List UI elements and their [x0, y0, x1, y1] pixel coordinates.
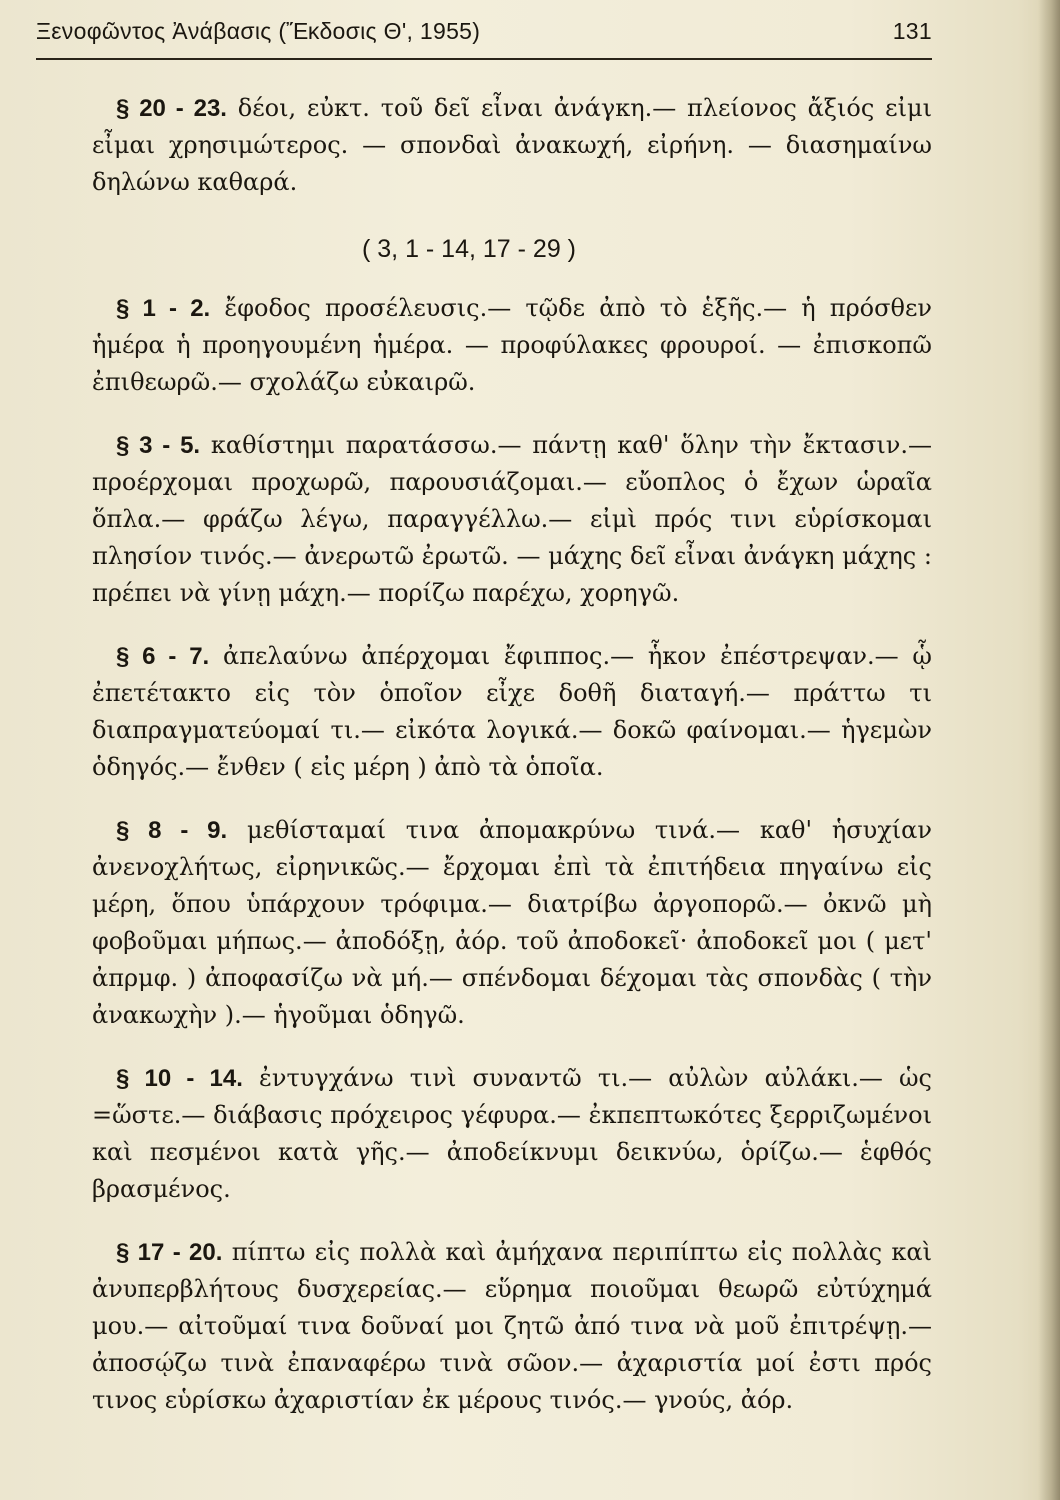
glossary-text: καθίστημι παρατάσσω.— πάντῃ καθ' ὅλην τὴν ἔκτασιν.— προέρχομαι προχωρῶ, παρουσιάζομαι.— εὔοπλος ὁ ἔχων ὡραῖα ὅπλα.— φράζω λέγω, παραγγέλλω.— εἰμὶ πρός τινι εὑρίσκομαι πλησίον τινός.— ἀνερωτῶ ἐρωτῶ. — μάχης δεῖ εἶναι ἀνάγκη μάχης : πρέπει νὰ γίνῃ μάχη.— πορίζω παρέχω, χορηγῶ.: [92, 431, 932, 607]
section-reference: § 3 - 5.: [116, 432, 201, 459]
section-reference: § 6 - 7.: [116, 643, 210, 670]
glossary-text: πίπτω εἰς πολλὰ καὶ ἀμήχανα περιπίπτω εἰς πολλὰς καὶ ἀνυπερβλήτους δυσχερείας.— εὕρημα ποιοῦμαι θεωρῶ εὐτύχημά μου.— αἰτοῦμαί τινα δοῦναί μοι ζητῶ ἀπό τινα νὰ μοῦ ἐπιτρέψῃ.— ἀποσῴζω τινὰ ἐπαναφέρω τινὰ σῶον.— ἀχαριστία μοί ἐστι πρός τινος εὑρίσκω ἀχαριστίαν ἐκ μέρους τινός.— γνούς, ἀόρ.: [92, 1238, 933, 1414]
running-header: [36, 18, 932, 45]
glossary-paragraph: [92, 1234, 932, 1419]
glossary-paragraph: [92, 638, 932, 786]
glossary-paragraph: [92, 90, 932, 201]
section-reference: § 1 - 2.: [116, 295, 211, 322]
glossary-paragraph: [92, 812, 932, 1034]
section-reference: § 17 - 20.: [116, 1239, 223, 1266]
glossary-paragraph: [92, 1060, 932, 1208]
header-rule: [36, 58, 932, 60]
glossary-text: ἐντυγχάνω τινὶ συναντῶ τι.— αὐλὼν αὐλάκι.— ὡς =ὥστε.— διάβασις πρόχειρος γέφυρα.— ἐκπεπτωκότες ξερριζωμένοι καὶ πεσμένοι κατὰ γῆς.— ἀποδείκνυμι δεικνύω, ὁρίζω.— ἑφθός βρασμένος.: [92, 1064, 932, 1203]
glossary-text: ἔφοδος προσέλευσις.— τῷδε ἀπὸ τὸ ἑξῆς.— ἡ πρόσθεν ἡμέρα ἡ προηγουμένη ἡμέρα. — προφύλακες φρουροί. — ἐπισκοπῶ ἐπιθεωρῶ.— σχολάζω εὐκαιρῶ.: [92, 294, 932, 396]
section-reference: § 20 - 23.: [116, 95, 227, 122]
glossary-paragraph: [92, 427, 932, 612]
section-reference: § 8 - 9.: [116, 817, 228, 844]
glossary-text: ἀπελαύνω ἀπέρχομαι ἔφιππος.— ἧκον ἐπέστρεψαν.— ᾧ ἐπετέτακτο εἰς τὸν ὁποῖον εἶχε δοθῆ διαταγή.— πράττω τι διαπραγματεύομαί τι.— εἰκότα λογικά.— δοκῶ φαίνομαι.— ἡγεμὼν ὁδηγός.— ἔνθεν ( εἰς μέρη ) ἀπὸ τὰ ὁποῖα.: [92, 642, 932, 781]
running-title: Ξενοφῶντος Ἀνάβασις (Ἔκδοσις Θ', 1955): [36, 18, 481, 44]
section-reference: § 10 - 14.: [116, 1065, 243, 1092]
glossary-text: μεθίσταμαί τινα ἀπομακρύνω τινά.— καθ' ἡσυχίαν ἀνενοχλήτως, εἰρηνικῶς.— ἔρχομαι ἐπὶ τὰ ἐπιτήδεια πηγαίνω εἰς μέρη, ὅπου ὑπάρχουν τρόφιμα.— διατρίβω ἀργοπορῶ.— ὀκνῶ μὴ φοβοῦμαι μήπως.— ἀποδόξῃ, ἀόρ. τοῦ ἀποδοκεῖ· ἀποδοκεῖ μοι ( μετ' ἀπρμφ. ) ἀποφασίζω νὰ μή.— σπένδομαι δέχομαι τὰς σπονδὰς ( τὴν ἀνακωχὴν ).— ἡγοῦμαι ὁδηγῶ.: [92, 816, 932, 1029]
chapter-range: ( 3, 1 - 14, 17 - 29 ): [362, 235, 576, 263]
page-number: 131: [892, 18, 932, 44]
page-gutter-shadow: [1038, 0, 1060, 1500]
glossary-paragraph: [92, 290, 932, 401]
glossary-body: [92, 90, 932, 1445]
glossary-text: δέοι, εὐκτ. τοῦ δεῖ εἶναι ἀνάγκη.— πλείονος ἄξιός εἰμι εἶμαι χρησιμώτερος. — σπονδαὶ ἀνακωχή, εἰρήνη. — διασημαίνω δηλώνω καθαρά.: [92, 94, 932, 196]
